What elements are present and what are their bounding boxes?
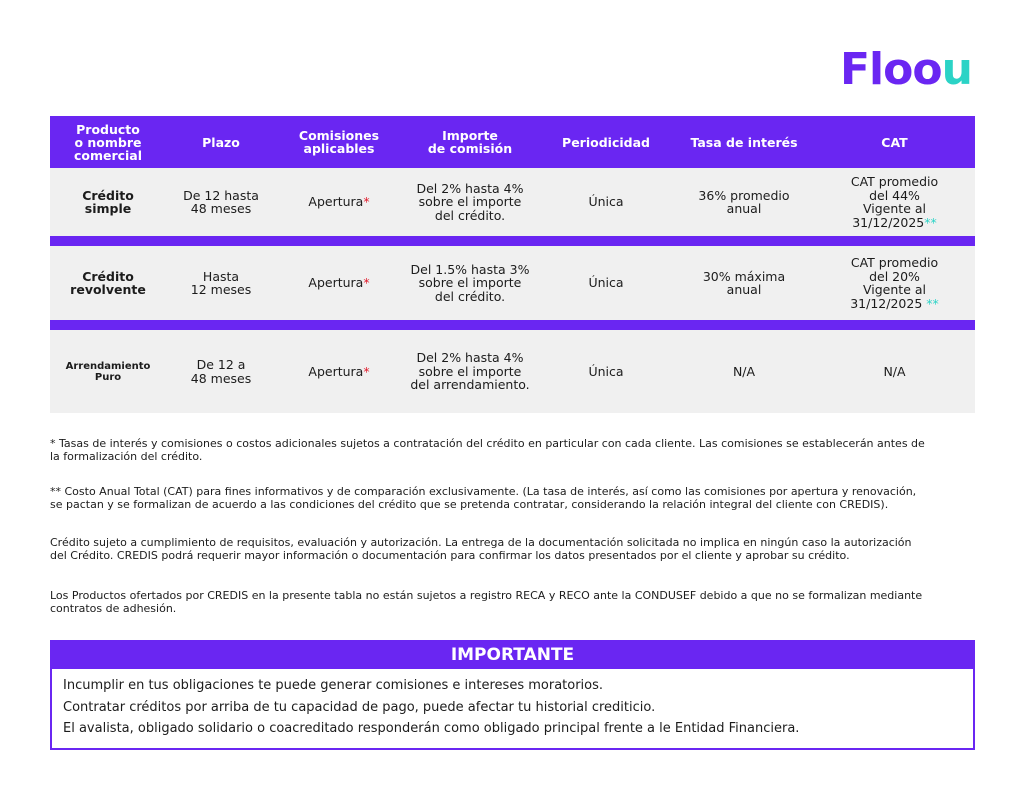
important-line: El avalista, obligado solidario o coacreditado responderán como obligado principal frente a le Entidad Financiera. bbox=[63, 721, 800, 736]
cat-cell: CAT promedio del 20% Vigente al 31/12/2025 ** bbox=[814, 246, 975, 320]
tasa-cell: 36% promedio anual bbox=[674, 168, 814, 236]
table-header-row bbox=[50, 116, 975, 168]
important-line: Contratar créditos por arriba de tu capacidad de pago, puede afectar tu historial crediticio. bbox=[63, 699, 656, 715]
plazo-cell: De 12 hasta 48 meses bbox=[166, 168, 276, 236]
tasa-cell: 30% máxima anual bbox=[674, 246, 814, 320]
asterisk-mark: * bbox=[363, 194, 370, 210]
header-cat: CAT bbox=[814, 116, 975, 168]
note-cat: ** Costo Anual Total (CAT) para fines informativos y de comparación exclusivamente. (La tasa de interés, así como las comisiones por apertura y renovación, se pactan y se formalizan de acuerdo a las condiciones del crédito que se pretenda contratar, considerando la relación integral del cliente con CREDIS). bbox=[50, 485, 917, 511]
asterisk-mark: * bbox=[363, 363, 370, 379]
product-name: Crédito simple bbox=[50, 168, 166, 236]
product-name: Arrendamiento Puro bbox=[50, 330, 166, 413]
header-plazo: Plazo bbox=[166, 116, 276, 168]
product-table bbox=[50, 116, 975, 413]
cat-cell: CAT promedio del 44% Vigente al 31/12/2025** bbox=[814, 168, 975, 236]
double-asterisk-mark: ** bbox=[924, 214, 937, 230]
note-reca: Los Productos ofertados por CREDIS en la presente tabla no están sujetos a registro RECA y RECO ante la CONDUSEF debido a que no se formalizan mediante contratos de adhesión. bbox=[50, 589, 923, 615]
header-tasa: Tasa de interés bbox=[674, 116, 814, 168]
floou-logo: Floou bbox=[840, 44, 972, 95]
periodicidad-cell: Única bbox=[538, 168, 674, 236]
product-name: Crédito revolvente bbox=[50, 246, 166, 320]
importe-cell: Del 2% hasta 4% sobre el importe del arrendamiento. bbox=[402, 330, 538, 413]
plazo-cell: De 12 a 48 meses bbox=[166, 330, 276, 413]
header-comisiones: Comisiones aplicables bbox=[276, 116, 402, 168]
header-producto: Producto o nombre comercial bbox=[50, 116, 166, 168]
plazo-cell: Hasta 12 meses bbox=[166, 246, 276, 320]
tasa-cell: N/A bbox=[674, 330, 814, 413]
table-row bbox=[50, 330, 975, 413]
comision-cell: Apertura* bbox=[276, 246, 402, 320]
important-line: Incumplir en tus obligaciones te puede generar comisiones e intereses moratorios. bbox=[63, 678, 604, 693]
row-divider bbox=[50, 320, 975, 330]
importe-cell: Del 2% hasta 4% sobre el importe del crédito. bbox=[402, 168, 538, 236]
header-periodicidad: Periodicidad bbox=[538, 116, 674, 168]
importe-cell: Del 1.5% hasta 3% sobre el importe del crédito. bbox=[402, 246, 538, 320]
important-title: IMPORTANTE bbox=[52, 642, 973, 669]
comision-cell: Apertura* bbox=[276, 330, 402, 413]
note-credito: Crédito sujeto a cumplimiento de requisitos, evaluación y autorización. La entrega de la documentación solicitada no implica en ningún caso la autorización del Crédito. CREDIS podrá requerir mayor información o documentación para confirmar los datos presentados por el cliente y aprobar su crédito. bbox=[50, 536, 912, 562]
row-divider bbox=[50, 236, 975, 246]
double-asterisk-mark: ** bbox=[926, 295, 939, 311]
table-row bbox=[50, 246, 975, 320]
periodicidad-cell: Única bbox=[538, 246, 674, 320]
asterisk-mark: * bbox=[363, 275, 370, 291]
table-row bbox=[50, 168, 975, 236]
cat-cell: N/A bbox=[814, 330, 975, 413]
comision-cell: Apertura* bbox=[276, 168, 402, 236]
periodicidad-cell: Única bbox=[538, 330, 674, 413]
header-importe: Importe de comisión bbox=[402, 116, 538, 168]
important-box bbox=[50, 640, 975, 750]
note-asterisk: * Tasas de interés y comisiones o costos adicionales sujetos a contratación del crédito en particular con cada cliente. Las comisiones se establecerán antes de la formalización del crédito. bbox=[50, 437, 925, 463]
